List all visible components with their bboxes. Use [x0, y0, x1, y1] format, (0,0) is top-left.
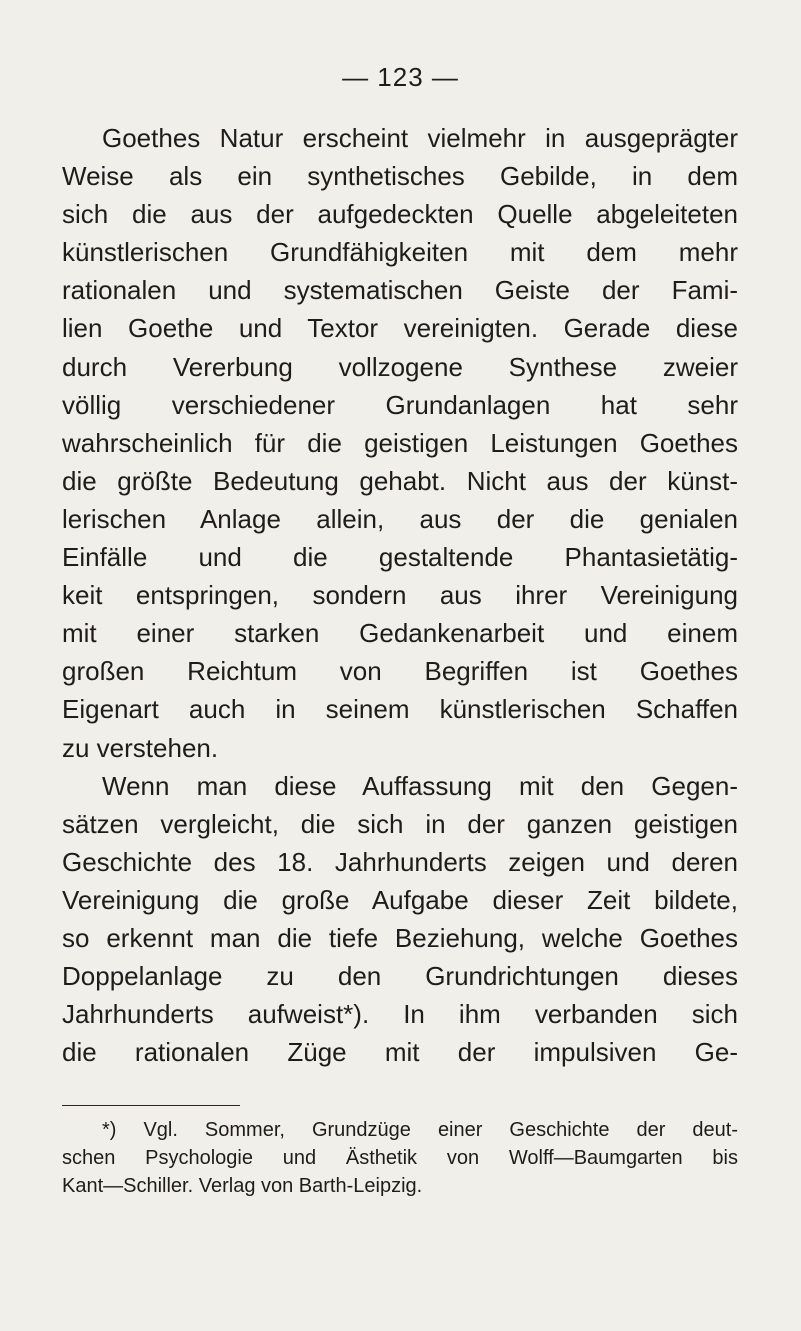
text-line: so erkennt man die tiefe Beziehung, welche Goethes [62, 922, 738, 953]
footnote [62, 1116, 738, 1200]
text-line: Doppelanlage zu den Grundrichtungen dieses [62, 961, 738, 992]
body-text [62, 119, 738, 1071]
text-line: wahrscheinlich für die geistigen Leistungen Goethes [62, 427, 738, 458]
text-line: Weise als ein synthetisches Gebilde, in dem [62, 161, 738, 192]
text-line: lien Goethe und Textor vereinigten. Gerade diese [62, 313, 738, 344]
text-line: Eigenart auch in seinem künstlerischen Schaffen [62, 694, 738, 725]
text-line: die größte Bedeutung gehabt. Nicht aus der künst- [62, 465, 738, 496]
text-line: Geschichte des 18. Jahrhunderts zeigen und deren [62, 846, 738, 877]
text-line: Vereinigung die große Aufgabe dieser Zeit bildete, [62, 884, 738, 915]
page-number: — 123 — [342, 62, 459, 92]
text-line: durch Vererbung vollzogene Synthese zweier [62, 351, 738, 382]
footnote-line: *) Vgl. Sommer, Grundzüge einer Geschichte der deut- [102, 1119, 738, 1141]
text-line: lerischen Anlage allein, aus der die genialen [62, 503, 738, 534]
text-line: sätzen vergleicht, die sich in der ganzen geistigen [62, 808, 738, 839]
text-line: Jahrhunderts aufweist*). In ihm verbanden sich [62, 999, 738, 1030]
footnote-line: Kant—Schiller. Verlag von Barth-Leipzig. [62, 1175, 423, 1197]
text-line: keit entspringen, sondern aus ihrer Vereinigung [62, 580, 738, 611]
footnote-line: schen Psychologie und Ästhetik von Wolff—Baumgarten bis [62, 1147, 738, 1169]
text-line: Goethes Natur erscheint vielmehr in ausgeprägter [102, 123, 738, 153]
text-line: großen Reichtum von Begriffen ist Goethes [62, 656, 738, 687]
text-line: künstlerischen Grundfähigkeiten mit dem mehr [62, 237, 738, 268]
text-line: rationalen und systematischen Geiste der Fami- [62, 275, 738, 306]
text-line: völlig verschiedener Grundanlagen hat sehr [62, 389, 738, 420]
text-line: mit einer starken Gedankenarbeit und einem [62, 618, 738, 649]
text-line: Wenn man diese Auffassung mit den Gegen- [102, 770, 738, 801]
text-line: zu verstehen. [62, 732, 219, 763]
text-line: die rationalen Züge mit der impulsiven Ge- [62, 1037, 738, 1068]
footnote-divider [62, 1105, 240, 1106]
text-line: sich die aus der aufgedeckten Quelle abgeleiteten [62, 199, 738, 230]
text-line: Einfälle und die gestaltende Phantasietätig- [62, 542, 738, 573]
